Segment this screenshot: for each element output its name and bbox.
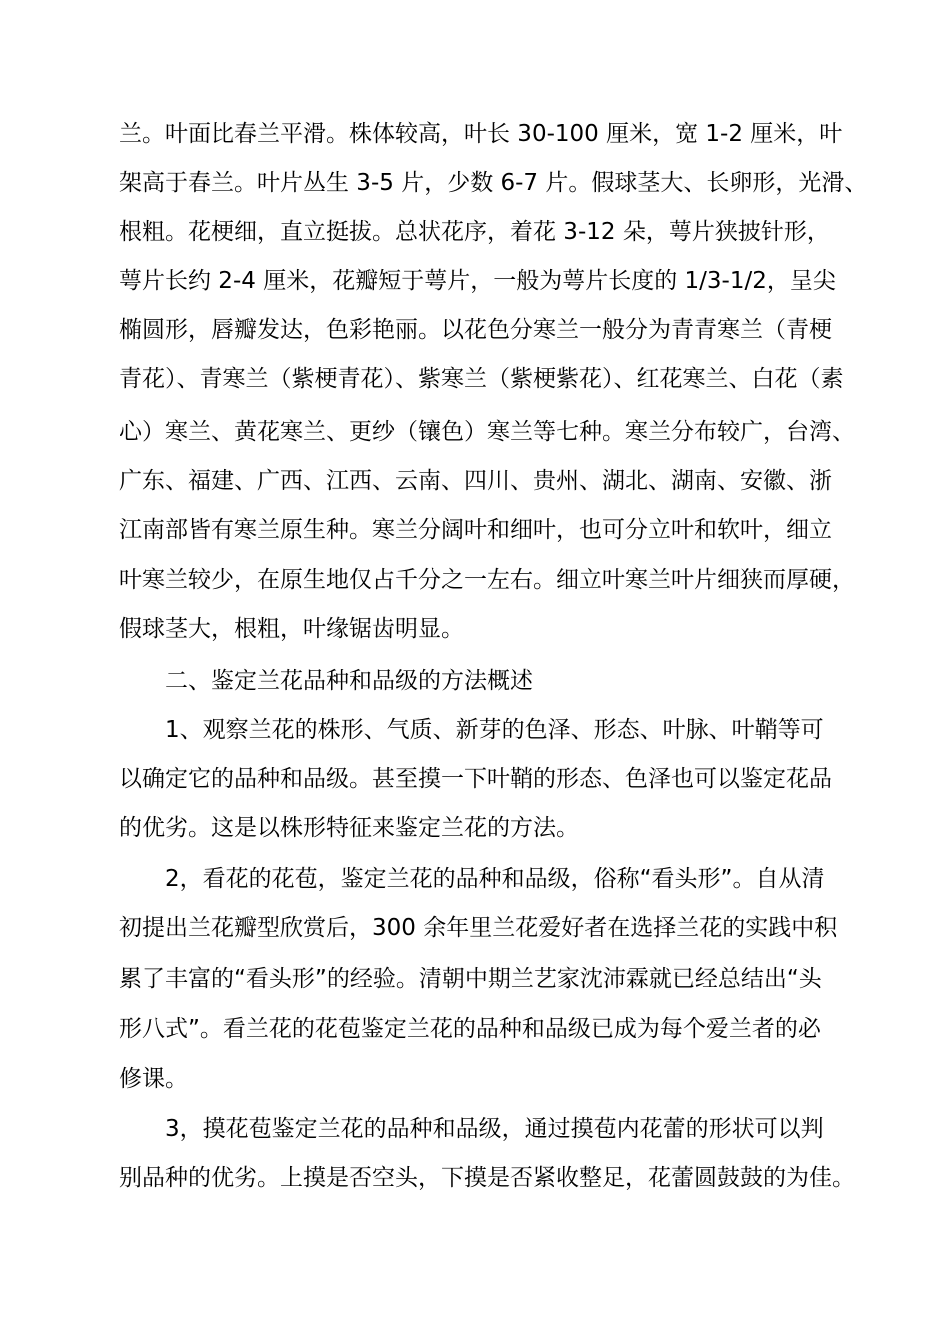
text-line: 修课。 — [119, 1066, 188, 1092]
text-line: 江南部皆有寒兰原生种。寒兰分阔叶和细叶，也可分立叶和软叶，细立 — [119, 517, 832, 543]
text-line: 以确定它的品种和品级。甚至摸一下叶鞘的形态、色泽也可以鉴定花品 — [119, 766, 832, 792]
text-line: 广东、福建、广西、江西、云南、四川、贵州、湖北、湖南、安徽、浙 — [119, 468, 832, 494]
section-heading: 二、鉴定兰花品种和品级的方法概述 — [165, 668, 533, 694]
text-line: 形八式”。看兰花的花苞鉴定兰花的品种和品级已成为每个爱兰者的必 — [119, 1016, 821, 1042]
text-line: 椭圆形，唇瓣发达，色彩艳丽。以花色分寒兰一般分为青青寒兰（青梗 — [119, 317, 832, 343]
text-line: 萼片长约 2-4 厘米，花瓣短于萼片，一般为萼片长度的 1/3-1/2，呈尖 — [119, 268, 836, 294]
text-line: 根粗。花梗细，直立挺拔。总状花序，着花 3-12 朵，萼片狭披针形， — [119, 219, 830, 245]
text-line: 1、观察兰花的株形、气质、新芽的色泽、形态、叶脉、叶鞘等可 — [165, 717, 824, 743]
text-line: 初提出兰花瓣型欣赏后，300 余年里兰花爱好者在选择兰花的实践中积 — [119, 915, 838, 941]
text-line: 架高于春兰。叶片丛生 3-5 片，少数 6-7 片。假球茎大、长卵形，光滑、 — [119, 170, 868, 196]
text-line: 兰。叶面比春兰平滑。株体较高，叶长 30-100 厘米，宽 1-2 厘米，叶 — [119, 121, 843, 147]
text-line: 青花）、青寒兰（紫梗青花）、紫寒兰（紫梗紫花）、红花寒兰、白花（素 — [119, 366, 844, 392]
text-line: 别品种的优劣。上摸是否空头，下摸是否紧收整足，花蕾圆鼓鼓的为佳。 — [119, 1165, 855, 1191]
text-line: 累了丰富的“看头形”的经验。清朝中期兰艺家沈沛霖就已经总结出“头 — [119, 966, 822, 992]
text-line: 心）寒兰、黄花寒兰、更纱（镶色）寒兰等七种。寒兰分布较广，台湾、 — [119, 419, 855, 445]
text-line: 3，摸花苞鉴定兰花的品种和品级，通过摸苞内花蕾的形状可以判 — [165, 1116, 824, 1142]
text-line: 2，看花的花苞，鉴定兰花的品种和品级，俗称“看头形”。自从清 — [165, 866, 825, 892]
text-line: 的优劣。这是以株形特征来鉴定兰花的方法。 — [119, 815, 579, 841]
text-line: 叶寒兰较少，在原生地仅占千分之一左右。细立叶寒兰叶片细狭而厚硬， — [119, 567, 855, 593]
text-line: 假球茎大，根粗，叶缘锯齿明显。 — [119, 616, 464, 642]
